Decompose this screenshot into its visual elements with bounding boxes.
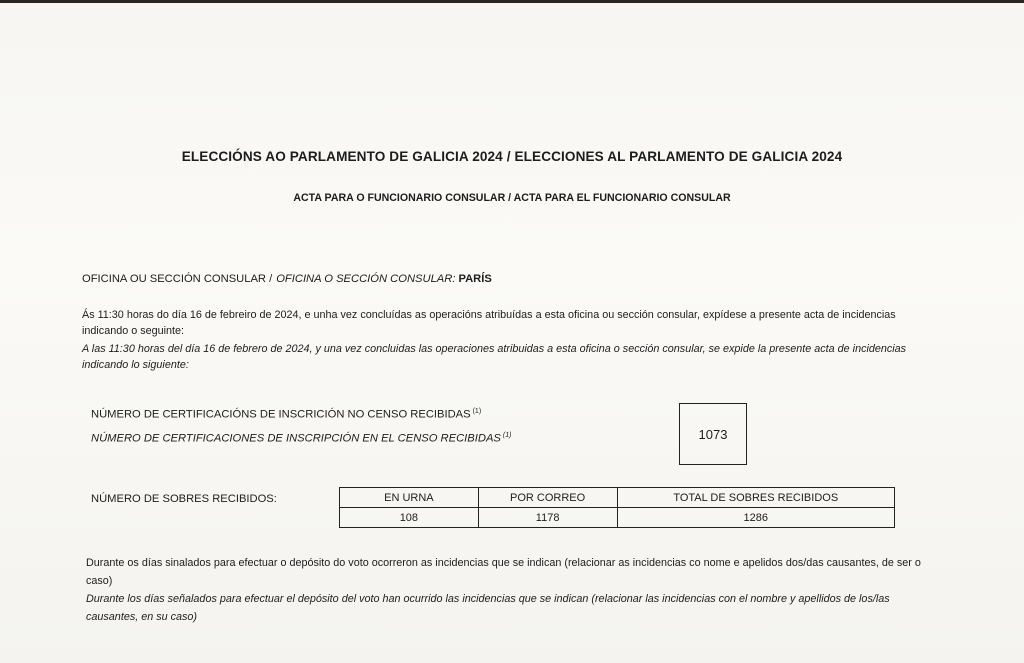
- value-total: 1286: [617, 508, 895, 528]
- value-por-correo: 1178: [478, 508, 617, 528]
- consular-office-line: [82, 273, 492, 285]
- intro-paragraph-es: A las 11:30 horas del día 16 de febrero de 2024, y una vez concluidas las operaciones atribuidas a esta oficina o sección consular, se expide la presente acta de incidencias indicando lo siguiente:: [82, 343, 907, 371]
- sobres-table: [339, 487, 895, 528]
- intro-paragraph-gl: Ás 11:30 horas do día 16 de febreiro de 2024, e unha vez concluídas as operacións atribuídas a esta oficina ou sección consular, expídese a presente acta de incidencias indicando o seguinte:: [82, 309, 896, 337]
- sobres-value-row: [340, 508, 895, 528]
- footnote-marker: (1): [502, 432, 512, 439]
- document-title: ELECCIÓNS AO PARLAMENTO DE GALICIA 2024 / ELECCIONES AL PARLAMENTO DE GALICIA 2024: [181, 149, 843, 164]
- certifications-label-gl: [91, 408, 481, 421]
- sobres-label: NÚMERO DE SOBRES RECIBIDOS:: [91, 493, 277, 505]
- incidents-paragraph-gl: Durante os días sinalados para efectuar o depósito do voto ocorreron as incidencias que se indican (relacionar as incidencias co nome e apelidos dos/das causantes, de ser o caso): [86, 557, 921, 587]
- incidents-paragraph-es: Durante los días señalados para efectuar el depósito del voto han ocurrido las incidencias que se indican (relacionar las incidencias con el nombre y apellidos de los/las causantes, en su caso): [86, 593, 890, 623]
- certifications-text-gl: NÚMERO DE CERTIFICACIÓNS DE INSCRICIÓN NO CENSO RECIBIDAS: [91, 408, 471, 421]
- footnote-marker: (1): [472, 408, 482, 415]
- office-label-gl: OFICINA OU SECCIÓN CONSULAR /: [82, 273, 273, 285]
- certifications-value: 1073: [698, 426, 728, 442]
- value-en-urna: 108: [340, 508, 479, 528]
- header-total: TOTAL DE SOBRES RECIBIDOS: [617, 488, 895, 508]
- office-value: PARÍS: [458, 273, 492, 285]
- sobres-header-row: [340, 488, 895, 508]
- document-subtitle: ACTA PARA O FUNCIONARIO CONSULAR / ACTA PARA EL FUNCIONARIO CONSULAR: [293, 192, 731, 204]
- certifications-value-box: [679, 403, 747, 465]
- header-por-correo: POR CORREO: [478, 488, 617, 508]
- certifications-text-es: NÚMERO DE CERTIFICACIONES DE INSCRIPCIÓN EN EL CENSO RECIBIDAS: [91, 432, 501, 445]
- office-label-es: OFICINA O SECCIÓN CONSULAR:: [276, 273, 456, 285]
- certifications-label-es: [91, 432, 511, 445]
- header-en-urna: EN URNA: [340, 488, 479, 508]
